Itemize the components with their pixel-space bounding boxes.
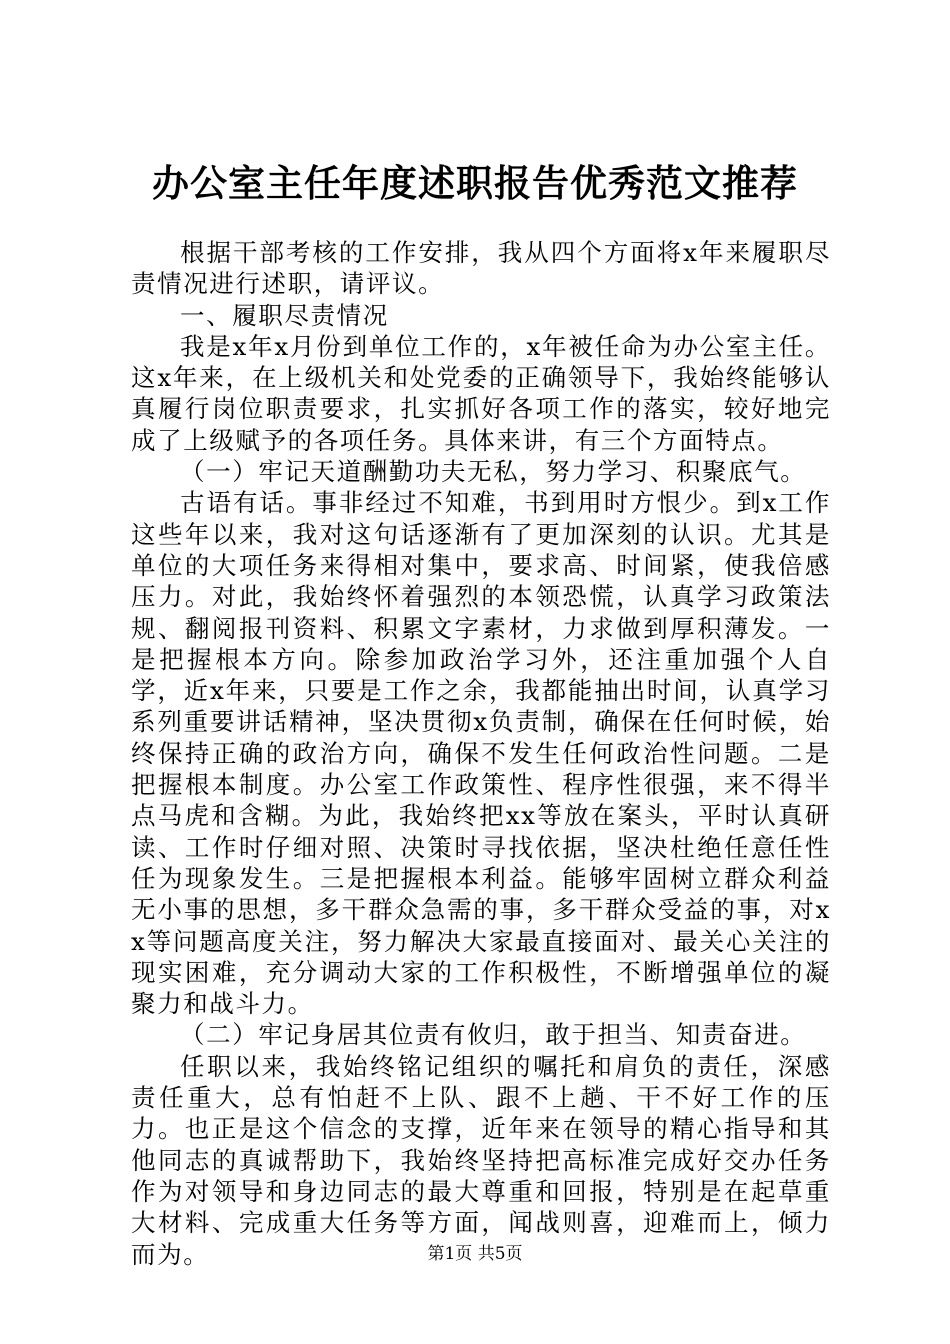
subsection-heading-1: （一）牢记天道酬勤功夫无私，努力学习、积聚底气。 [180,457,807,487]
paragraph-overview: 我是x年x月份到单位工作的，x年被任命为办公室主任。这x年来，在上级机关和处党委的正确领导下，我始终能够认真履行岗位职责要求，扎实抓好各项工作的落实，较好地完成了上级赋予的各项任务。具体来讲，有三个方面特点。 [131,331,831,455]
document-body [131,237,831,1270]
document-title: 办公室主任年度述职报告优秀范文推荐 [152,161,798,205]
paragraph-responsibility: 任职以来，我始终铭记组织的嘱托和肩负的责任，深感责任重大，总有怕赶不上队、跟不上趟、干不好工作的压力。也正是这个信念的支撑，近年来在领导的精心指导和其他同志的真诚帮助下，我始终坚持把高标准完成好交办任务作为对领导和身边同志的最大尊重和回报，特别是在起草重大材料、完成重大任务等方面，闻战则喜，迎难而上，倾力而为。 [131,1051,831,1269]
page-footer: 第1页 共5页 [427,1244,523,1264]
section-heading-1: 一、履职尽责情况 [180,300,389,330]
paragraph-study: 古语有话。事非经过不知难，书到用时方恨少。到x工作这些年以来，我对这句话逐渐有了更加深刻的认识。尤其是单位的大项任务来得相对集中，要求高、时间紧，使我倍感压力。对此，我始终怀着强烈的本领恐慌，认真学习政策法规、翻阅报刊资料、积累文字素材，力求做到厚积薄发。一是把握根本方向。除参加政治学习外，还注重加强个人自学，近x年来，只要是工作之余，我都能抽出时间，认真学习系列重要讲话精神，坚决贯彻x负责制，确保在任何时候，始终保持正确的政治方向，确保不发生任何政治性问题。二是把握根本制度。办公室工作政策性、程序性很强，来不得半点马虎和含糊。为此，我始终把xx等放在案头，平时认真研读、工作时仔细对照、决策时寻找依据，坚决杜绝任意任性任为现象发生。三是把握根本利益。能够牢固树立群众利益无小事的思想，多干群众急需的事，多干群众受益的事，对xx等问题高度关注，努力解决大家最直接面对、最关心关注的现实困难，充分调动大家的工作积极性，不断增强单位的凝聚力和战斗力。 [131,488,831,1019]
subsection-heading-2: （二）牢记身居其位责有攸归，敢于担当、知责奋进。 [180,1020,807,1050]
paragraph-intro: 根据干部考核的工作安排，我从四个方面将x年来履职尽责情况进行述职，请评议。 [131,238,831,299]
